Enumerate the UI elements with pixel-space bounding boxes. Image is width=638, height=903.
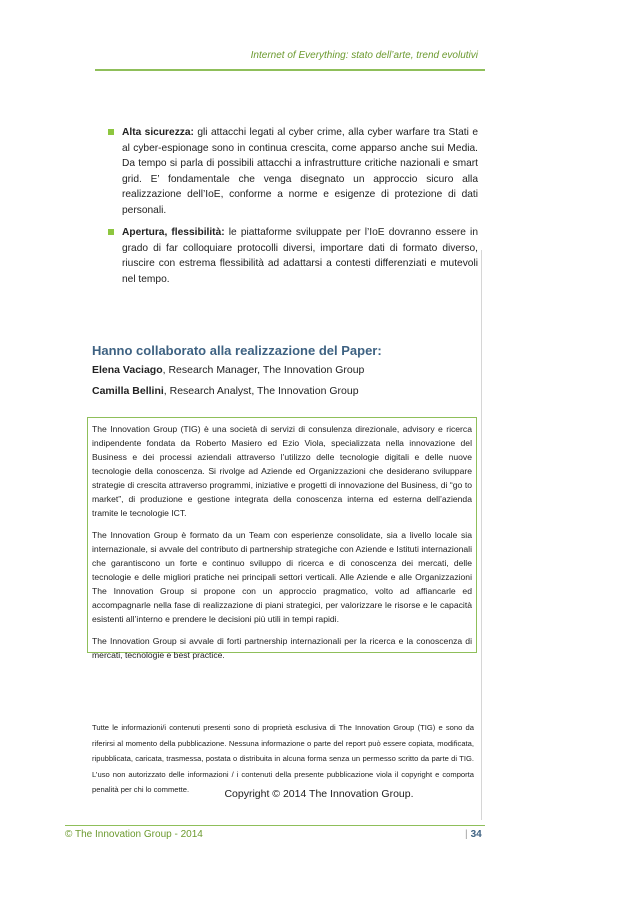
bullet-item-openness — [108, 225, 478, 287]
collaborator-role: , Research Analyst, The Innovation Group — [163, 385, 359, 397]
collaborator-role: , Research Manager, The Innovation Group — [162, 364, 365, 376]
description-paragraph: The Innovation Group è formato da un Team con esperienze consolidate, sia a livello locale sia internazionale, si avvale del contributo di partnership strategiche con Aziende e Istituti internazionali che garantiscono un forte e continuo sviluppo di ricerca e di conoscenza dei mercati, delle tecnologie e delle migliori pratiche nei principali settori verticali. Alle Aziende e alle Organizzazioni The Innovation Group si propone con un approccio pragmatico, volto ad affiancarle ed accompagnarle nella fase di realizzazione di piani strategici, per valorizzare le risorse e le capacità esistenti all’interno e prendere le decisioni più utili in tempi rapidi. — [92, 530, 472, 624]
collaborator-name: Elena Vaciago — [92, 364, 163, 376]
running-header: Internet of Everything: stato dell’arte, trend evolutivi — [250, 50, 478, 61]
collaborator-line — [92, 364, 364, 376]
page-number-block — [465, 829, 482, 840]
bullet-term: Alta sicurezza: — [122, 127, 194, 138]
description-paragraph: The Innovation Group (TIG) è una società di servizi di consulenza direzionale, advisory e ricerca indipendente fondata da Roberto Masiero ed Ezio Viola, specializzata nella innovazione del Business e dei processi aziendali attraverso l’utilizzo delle tecnologie digitali e delle nuove tecnologie della conoscenza. Si rivolge ad Aziende ed Organizzazioni che desiderano sviluppare strategie di crescita attraverso programmi, iniziative e progetti di innovazione del Business, di “go to market”, di produzione e gestione integrata della conoscenza interna ed esterna dell’azienda tramite le tecnologie ICT. — [92, 424, 472, 518]
page-number: 34 — [470, 829, 482, 840]
margin-divider — [481, 250, 482, 820]
copyright-line: Copyright © 2014 The Innovation Group. — [224, 788, 414, 800]
collaborators-heading: Hanno collaborato alla realizzazione del Paper: — [92, 343, 382, 358]
bullet-text: le piattaforme sviluppate per l’IoE dovranno essere in grado di far colloquiare protocolli diversi, importare dati di formato diverso, riuscire con estrema flessibilità ad adattarsi a contesti differenziati e mutevoli nel tempo. — [122, 227, 478, 285]
bullet-square-icon — [108, 229, 114, 235]
header-divider — [95, 69, 485, 71]
company-description-box — [87, 417, 477, 660]
collaborator-line — [92, 385, 359, 397]
bullet-text: gli attacchi legati al cyber crime, alla cyber warfare tra Stati e al cyber-espionage sono in continua crescita, come apparso anche sui Media. Da tempo si parla di possibili attacchi a infrastrutture critiche nazionali e smart grid. E’ fondamentale che venga disegnato un approccio sicuro alla realizzazione dell’IoE, conforme a norme e esigenze di protezione di dati personali. — [122, 127, 478, 216]
collaborator-name: Camilla Bellini — [92, 385, 164, 397]
bullet-list — [108, 125, 478, 294]
bullet-square-icon — [108, 129, 114, 135]
footer-divider — [65, 825, 485, 826]
bullet-term: Apertura, flessibilità: — [122, 227, 225, 238]
footer-copyright: © The Innovation Group - 2014 — [65, 829, 203, 840]
description-paragraph: The Innovation Group si avvale di forti partnership internazionali per la ricerca e la conoscenza di mercati, tecnologie e best practice. — [92, 636, 472, 660]
page-separator: | — [465, 829, 468, 840]
legal-notice: Tutte le informazioni/i contenuti presenti sono di proprietà esclusiva di The Innovation Group (TIG) e sono da riferirsi al momento della pubblicazione. Nessuna informazione o parte del report può essere copiata, modificata, ripubblicata, caricata, trasmessa, postata o distribuita in alcuna forma senza un permesso scritto da parte di TIG. L’uso non autorizzato delle informazioni / i contenuti della presente pubblicazione viola il copyright e comporta penalità per chi lo commette. — [92, 723, 474, 794]
bullet-item-security — [108, 125, 478, 218]
